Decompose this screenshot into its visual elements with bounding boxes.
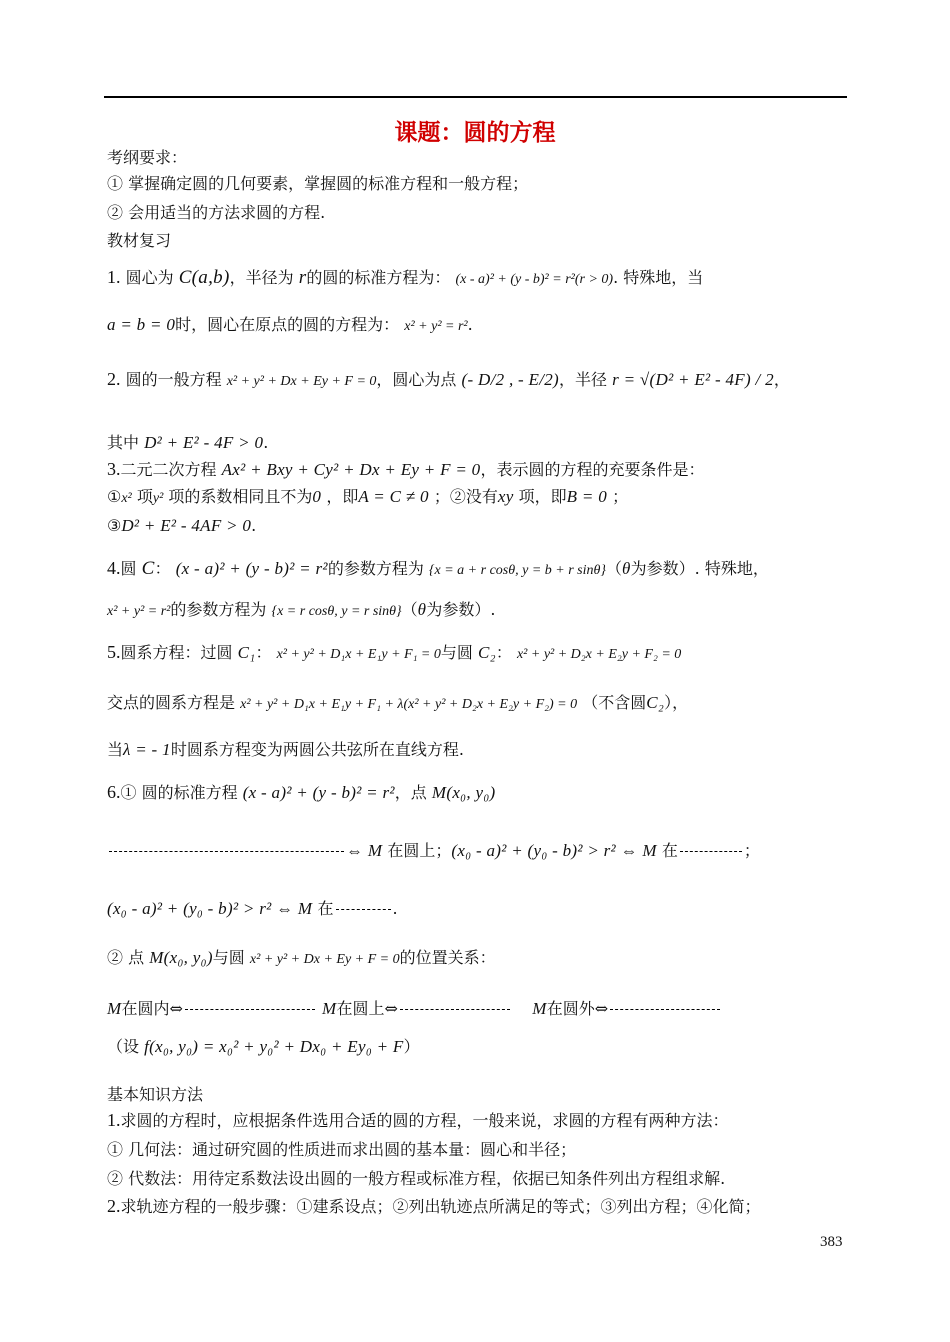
blank-line xyxy=(109,851,344,852)
formula: C(a,b) xyxy=(178,267,230,288)
blank-line xyxy=(185,1009,315,1010)
review-item-3-line-2: ①x² 项y² 项的系数相同且不为0 ，即A = C ≠ 0 ；②没有xy 项，即B = 0 ； xyxy=(107,487,629,506)
item-number: 1. xyxy=(107,267,121,287)
review-item-1-line-1: 1. 圆心为 C(a,b)，半径为 r的圆的标准方程为： (x - a)² + (y - b)² = r²(r > 0). 特殊地，当 xyxy=(107,267,704,288)
review-item-5-line-2: 交点的圆系方程是 x² + y² + D₁x + E₁y + F₁ + λ(x² + y² + D₂x + E₂y + F₂) = 0 （不含圆C₂）， xyxy=(107,693,689,712)
review-heading: 教材复习 xyxy=(107,231,172,250)
item-number: 2. xyxy=(107,1196,121,1216)
review-item-4-line-2: x² + y² = r²的参数方程为 {x = r cosθ, y = r sinθ}（θ为参数）. xyxy=(107,600,496,619)
review-item-6-line-3: (x₀ - a)² + (y₀ - b)² > r² ⇔ M 在 . xyxy=(107,899,398,918)
review-item-6-line-5: M在圆内⇔ M在圆上⇔ M在圆外⇔ xyxy=(107,998,722,1020)
review-item-6-line-6: （设 f(x₀, y₀) = x₀² + y₀² + Dx₀ + Ey₀ + F） xyxy=(107,1037,420,1056)
syllabus-item-1: ① 掌握确定圆的几何要素，掌握圆的标准方程和一般方程； xyxy=(107,174,529,193)
methods-heading: 基本知识方法 xyxy=(107,1085,204,1104)
review-item-5-line-1: 5.圆系方程：过圆 C₁： x² + y² + D₁x + E₁y + F₁ = 0与圆 C₂： x² + y² + D₂x + E₂y + F₂ = 0 xyxy=(107,642,682,662)
review-item-1-line-2: a = b = 0时，圆心在原点的圆的方程为： x² + y² = r². xyxy=(107,315,473,334)
formula: M(x₀, y₀) xyxy=(431,783,496,802)
formula: x² + y² + D₂x + E₂y + F₂ = 0 xyxy=(516,647,682,662)
item-number: 4. xyxy=(107,558,121,578)
methods-item-2: 2.求轨迹方程的一般步骤：①建系设点；②列出轨迹点所满足的等式；③列出方程；④化简； xyxy=(107,1196,761,1216)
formula: Ax² + Bxy + Cy² + Dx + Ey + F = 0 xyxy=(221,460,481,479)
blank-line xyxy=(680,851,742,852)
formula: x² + y² + D₁x + E₁y + F₁ = 0 xyxy=(276,647,441,662)
syllabus-heading: 考纲要求： xyxy=(107,148,188,167)
blank-line xyxy=(336,909,391,910)
formula: x² + y² = r² xyxy=(107,604,171,619)
formula: r = √(D² + E² - 4F) / 2 xyxy=(612,370,774,389)
formula: (x - a)² + (y - b)² = r²(r > 0) xyxy=(455,272,614,287)
review-item-6-line-1: 6.① 圆的标准方程 (x - a)² + (y - b)² = r²，点 M(x₀, y₀) xyxy=(107,782,496,802)
formula: f(x₀, y₀) = x₀² + y₀² + Dx₀ + Ey₀ + F xyxy=(144,1037,404,1056)
formula: (- D/2 , - E/2) xyxy=(461,370,560,389)
methods-item-1: 1.求圆的方程时，应根据条件选用合适的圆的方程，一般来说，求圆的方程有两种方法： xyxy=(107,1110,729,1130)
review-item-4-line-1: 4.圆 C： (x - a)² + (y - b)² = r²的参数方程为 {x = a + r cosθ, y = b + r sinθ}（θ为参数）. 特殊地， xyxy=(107,558,769,579)
review-item-2-line-1: 2. 圆的一般方程 x² + y² + Dx + Ey + F = 0，圆心为点 (- D/2 , - E/2)，半径 r = √(D² + E² - 4F) / 2， xyxy=(107,369,790,389)
formula: (x - a)² + (y - b)² = r² xyxy=(242,783,395,802)
top-rule xyxy=(104,96,847,98)
formula: {x = a + r cosθ, y = b + r sinθ} xyxy=(428,563,606,578)
syllabus-item-2: ② 会用适当的方法求圆的方程. xyxy=(107,203,326,222)
formula: (x₀ - a)² + (y₀ - b)² > r² ⇔ M xyxy=(451,841,657,860)
item-number: 1. xyxy=(107,1110,121,1130)
page-number: 383 xyxy=(820,1234,843,1250)
formula: x² + y² + D₁x + E₁y + F₁ + λ(x² + y² + D₂x + E₂y + F₂) = 0 xyxy=(240,697,578,712)
review-item-6-line-4: ② 点 M(x₀, y₀)与圆 x² + y² + Dx + Ey + F = 0的位置关系： xyxy=(107,948,496,967)
item-number: 2. xyxy=(107,369,121,389)
formula: x² + y² + Dx + Ey + F = 0 xyxy=(226,374,377,389)
formula: {x = r cosθ, y = r sinθ} xyxy=(271,604,402,619)
review-item-6-line-2: ⇔ M 在圆上；(x₀ - a)² + (y₀ - b)² > r² ⇔ M 在 ； xyxy=(107,840,760,862)
review-item-2-line-2: 其中 D² + E² - 4F > 0. xyxy=(107,433,269,452)
formula: x² + y² + Dx + Ey + F = 0 xyxy=(249,952,400,967)
formula: r xyxy=(298,267,307,288)
methods-item-1-sub-1: ① 几何法：通过研究圆的性质进而求出圆的基本量：圆心和半径； xyxy=(107,1140,577,1159)
item-number: 5. xyxy=(107,642,121,662)
page-title: 课题：圆的方程 xyxy=(394,120,556,146)
formula: (x₀ - a)² + (y₀ - b)² > r² ⇔ M xyxy=(107,899,313,918)
review-item-5-line-3: 当λ = - 1时圆系方程变为两圆公共弦所在直线方程. xyxy=(107,740,464,759)
item-number: 6. xyxy=(107,782,121,802)
methods-item-1-sub-2: ② 代数法：用待定系数法设出圆的一般方程或标准方程，依据已知条件列出方程组求解. xyxy=(107,1169,726,1188)
blank-line xyxy=(610,1009,720,1010)
review-item-3-line-3: ③D² + E² - 4AF > 0. xyxy=(107,516,257,535)
formula: M(x₀, y₀) xyxy=(149,948,213,967)
blank-line xyxy=(400,1009,510,1010)
item-number: 3. xyxy=(107,459,121,479)
review-item-3-line-1: 3.二元二次方程 Ax² + Bxy + Cy² + Dx + Ey + F = 0，表示圆的方程的充要条件是： xyxy=(107,459,705,479)
formula: a = b = 0 xyxy=(107,315,176,334)
formula: (x - a)² + (y - b)² = r² xyxy=(175,559,328,578)
formula: x² + y² = r² xyxy=(404,319,468,334)
formula: D² + E² - 4F > 0 xyxy=(144,433,264,452)
